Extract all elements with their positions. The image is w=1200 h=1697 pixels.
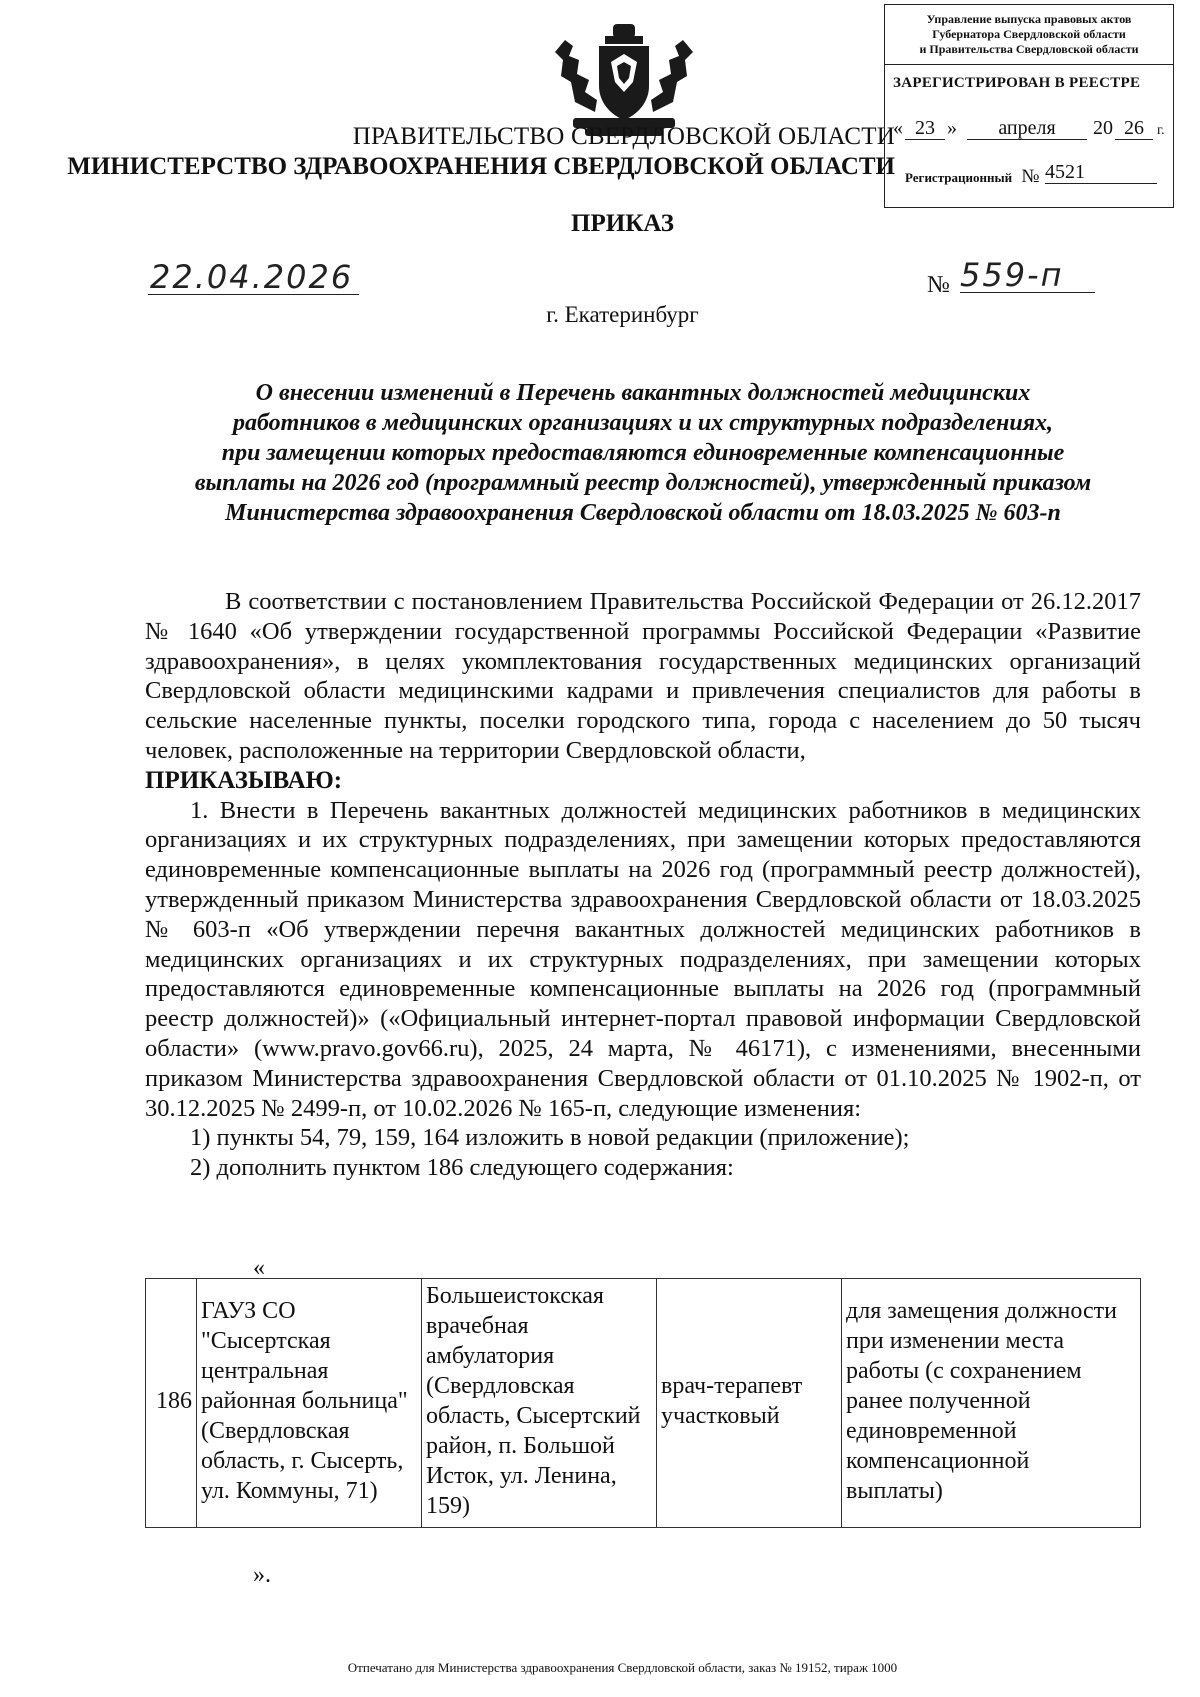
cell-condition: для замещения должности при изменении места работы (с сохранением ранее полученной единовременной компенсационной выплаты) [842, 1279, 1141, 1528]
stamp-header-line: Губернатора Свердловской области [932, 27, 1126, 41]
document-type: ПРИКАЗ [571, 210, 674, 237]
stamp-year-prefix: 20 [1093, 117, 1113, 139]
order-word: ПРИКАЗЫВАЮ: [145, 766, 343, 794]
title-line: Министерства здравоохранения Свердловской области от 18.03.2025 № 603-п [225, 500, 1061, 526]
positions-table [145, 1278, 1141, 1528]
handwritten-date: 22.04.2026 [148, 260, 359, 295]
title-line: О внесении изменений в Перечень вакантных должностей медицинских [255, 380, 1031, 406]
handwritten-number: 559-п [960, 258, 1095, 293]
cell-number: 186 [146, 1279, 197, 1528]
stamp-header-line: и Правительства Свердловской области [919, 42, 1139, 56]
stamp-number: 4521 [1045, 161, 1157, 184]
stamp-open-quote: « [893, 117, 903, 139]
cell-position: врач-терапевт участковый [657, 1279, 842, 1528]
item-1: 1. Внести в Перечень вакантных должностей медицинских работников в медицинских организациях и их структурных подразделениях, при замещении которых предоставляются единовременные компенсационные выплаты на 2026 год (программный реестр должностей), утвержденный приказом Министерства здравоохранения Свердловской области от 18.03.2025 № 603-п «Об утверждении перечня вакантных должностей медицинских работников в медицинских организациях и их структурных подразделениях, при замещении которых предоставляются единовременные компенсационные выплаты на 2026 год (программный реестр должностей)» («Официальный интернет-портал правовой информации Свердловской области» (www.pravo.gov66.ru), 2025, 24 марта, № 46171), с изменениями, внесенными приказом Министерства здравоохранения Свердловской области от 01.10.2025 № 1902-п, от 30.12.2025 № 2499-п, от 10.02.2026 № 165-п, следующие изменения: [145, 796, 1141, 1122]
quote-close: ». [253, 1562, 271, 1588]
title-line: выплаты на 2026 год (программный реестр должностей), утвержденный приказом [194, 470, 1092, 496]
title-line: работников в медицинских организациях и их структурных подразделениях, [232, 410, 1054, 436]
cell-organization: ГАУЗ СО "Сысертская центральная районная больница" (Свердловская область, г. Сысерть, ул. Коммуны, 71) [197, 1279, 422, 1528]
sub-item-1: 1) пункты 54, 79, 159, 164 изложить в новой редакции (приложение); [190, 1124, 910, 1152]
stamp-number-label [905, 166, 1039, 188]
stamp-header-line: Управление выпуска правовых актов [926, 12, 1132, 26]
city: г. Екатеринбург [546, 302, 699, 327]
stamp-registered: ЗАРЕГИСТРИРОВАН В РЕЕСТРЕ [893, 75, 1141, 91]
stamp-number-label-text: Регистрационный [905, 170, 1013, 185]
cell-unit: Большеистокская врачебная амбулатория (Свердловская область, Сысертский район, п. Большой Исток, ул. Ленина, 159) [422, 1279, 657, 1528]
sub-item-2: 2) дополнить пунктом 186 следующего содержания: [190, 1154, 734, 1182]
quote-open: « [253, 1255, 265, 1281]
document-body [145, 587, 1141, 1183]
ministry-name: МИНИСТЕРСТВО ЗДРАВООХРАНЕНИЯ СВЕРДЛОВСКОЙ ОБЛАСТИ [67, 153, 895, 180]
stamp-close-quote: » [947, 117, 957, 139]
document-title [143, 378, 1143, 528]
stamp-year-suffix: 26 [1115, 117, 1153, 140]
government-name: ПРАВИТЕЛЬСТВО СВЕРДЛОВСКОЙ ОБЛАСТИ [352, 123, 895, 150]
stamp-header [885, 5, 1173, 65]
stamp-number-sign: № [1021, 166, 1040, 187]
stamp-month: апреля [967, 117, 1087, 140]
stamp-year-abbr: г. [1157, 123, 1165, 138]
preamble: В соответствии с постановлением Правительства Российской Федерации от 26.12.2017 № 1640 «Об утверждении государственной программы Российской Федерации «Развитие здравоохранения», в целях укомплектования государственных медицинских организаций Свердловской области медицинскими кадрами и привлечения специалистов для работы в сельские населенные пункты, поселки городского типа, города с населением до 50 тысяч человек, расположенные на территории Свердловской области, [145, 588, 1141, 764]
stamp-day: 23 [905, 117, 945, 140]
print-footer: Отпечатано для Министерства здравоохранения Свердловской области, заказ № 19152, тираж 1000 [347, 1660, 898, 1675]
table-row [146, 1279, 1141, 1528]
number-sign: № [927, 272, 950, 298]
title-line: при замещении которых предоставляются единовременные компенсационные [221, 440, 1065, 466]
registration-stamp [884, 4, 1174, 208]
